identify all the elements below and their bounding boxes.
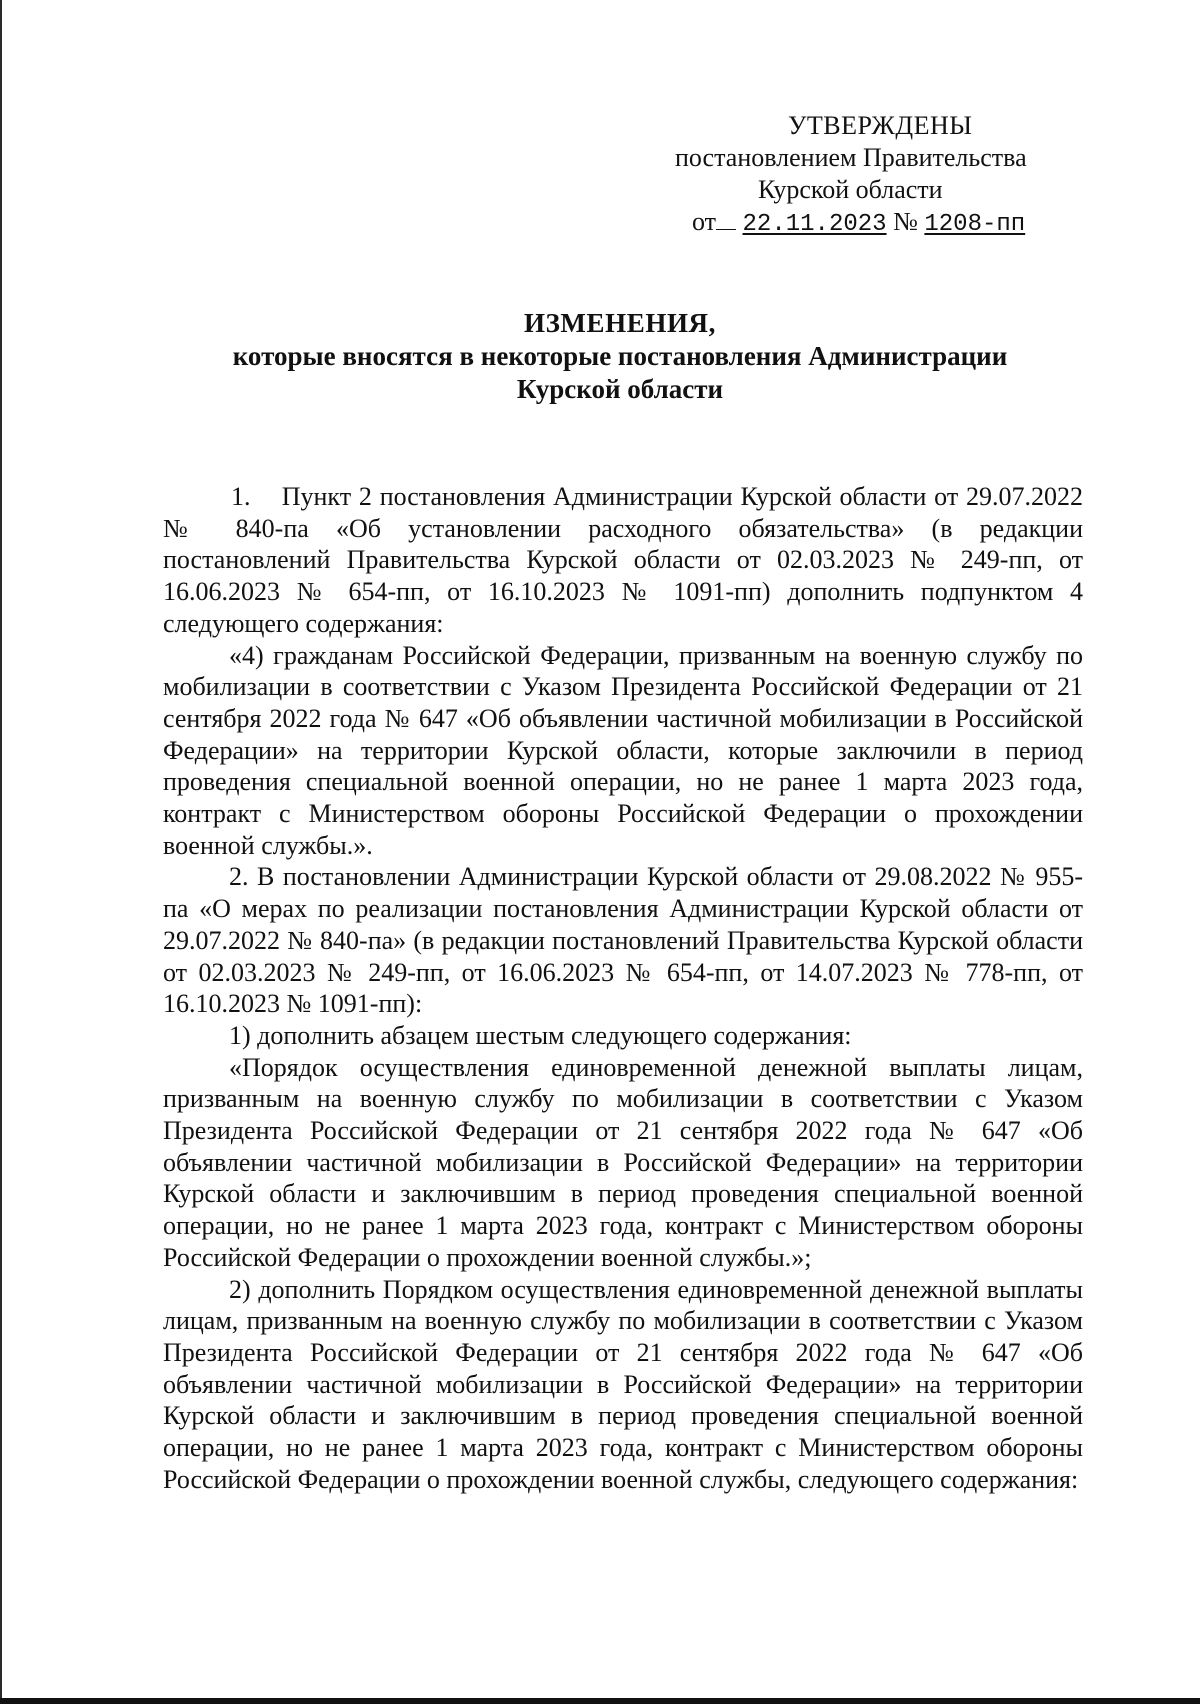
- paragraph-2: «4) гражданам Российской Федерации, призванным на военную службу по мобилизации в соответствии с Указом Президента Российской Федерации от 21 сентября 2022 года № 647 «Об объявлении частичной мобилизации в Российской Федерации» на территории Курской области, которые заключили в период проведения специальной военной операции, но не ранее 1 марта 2023 года, контракт с Министерством обороны Российской Федерации о прохождении военной службы.».: [163, 640, 1083, 860]
- scan-bottom-edge: [0, 1698, 1200, 1704]
- approval-number: 1208-пп: [924, 211, 1026, 238]
- paragraph-6: 2) дополнить Порядком осуществления единовременной денежной выплаты лицам, призванным на военную службу по мобилизации в соответствии с Указом Президента Российской Федерации от 21 сентября 2022 года № 647 «Об объявлении частичной мобилизации в Российской Федерации» на территории Курской области и заключившим в период проведения специальной военной операции, но не ранее 1 марта 2023 года, контракт с Министерством обороны Российской Федерации о прохождении военной службы, следующего содержания:: [163, 1274, 1083, 1494]
- paragraph-3: 2. В постановлении Администрации Курской области от 29.08.2022 № 955-па «О мерах по реализации постановления Администрации Курской области от 29.07.2022 № 840-па» (в редакции постановлений Правительства Курской области от 02.03.2023 № 249-пп, от 16.06.2023 № 654-пп, от 14.07.2023 № 778-пп, от 16.10.2023 № 1091-пп):: [163, 862, 1083, 1019]
- paragraph-4: 1) дополнить абзацем шестым следующего содержания:: [229, 1020, 852, 1050]
- heading-subtitle-line-2: Курской области: [516, 374, 724, 404]
- paragraph-1: 1. Пункт 2 постановления Администрации Курской области от 29.07.2022 № 840-па «Об установлении расходного обязательства» (в редакции постановлений Правительства Курской области от 02.03.2023 № 249-пп, от 16.06.2023 № 654-пп, от 16.10.2023 № 1091-пп) дополнить подпунктом 4 следующего содержания:: [163, 482, 1083, 638]
- paragraph-5: «Порядок осуществления единовременной денежной выплаты лицам, призванным на военную службу по мобилизации в соответствии с Указом Президента Российской Федерации от 21 сентября 2022 года № 647 «Об объявлении частичной мобилизации в Российской Федерации» на территории Курской области и заключившим в период проведения специальной военной операции, но не ранее 1 марта 2023 года, контракт с Министерством обороны Российской Федерации о прохождении военной службы.»;: [163, 1052, 1083, 1272]
- approval-line-resolution: постановлением Правительства: [675, 143, 1027, 172]
- scan-left-edge: [0, 0, 2, 1704]
- heading-title: ИЗМЕНЕНИЯ,: [523, 308, 716, 338]
- approval-line-region: Курской области: [758, 175, 943, 204]
- approval-date-number-line: [640, 206, 1090, 241]
- approval-stamp-block: [640, 110, 1090, 241]
- heading-subtitle-line-1: которые вносятся в некоторые постановления Администрации: [232, 341, 1008, 371]
- approval-date: 22.11.2023: [742, 211, 887, 238]
- approval-title: УТВЕРЖДЕНЫ: [788, 111, 973, 140]
- document-heading: [160, 307, 1080, 406]
- date-prefix: от: [692, 207, 717, 236]
- date-blank-underline: [716, 228, 736, 230]
- document-body: [163, 481, 1083, 1496]
- number-prefix: №: [893, 207, 918, 236]
